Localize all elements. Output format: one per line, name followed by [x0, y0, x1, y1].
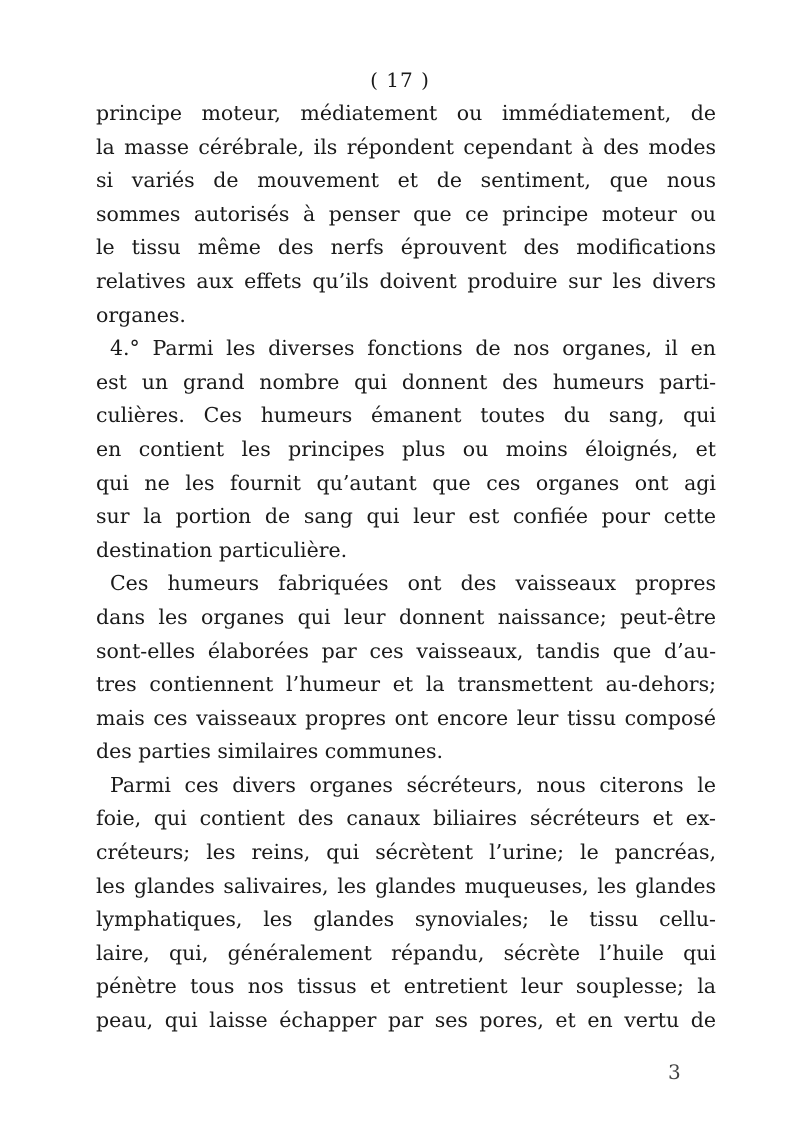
- text-line: sont-elles élaborées par ces vaisseaux, tandis que d’au-: [96, 638, 716, 663]
- text-line: relatives aux effets qu’ils doivent produire sur les divers: [96, 268, 716, 293]
- text-line: foie, qui contient des canaux biliaires sécréteurs et ex-: [96, 806, 716, 831]
- text-line: le tissu même des nerfs éprouvent des modifications: [96, 235, 716, 260]
- text-line: laire, qui, généralement répandu, sécrète l’huile qui: [96, 940, 716, 965]
- text-line: sommes autorisés à penser que ce principe moteur ou: [96, 201, 716, 226]
- text-line: pénètre tous nos tissus et entretient leur souplesse; la: [96, 974, 716, 999]
- text-line: sur la portion de sang qui leur est confiée pour cette: [96, 504, 716, 529]
- text-line: créteurs; les reins, qui sécrètent l’urine; le pancréas,: [96, 840, 716, 865]
- signature-mark: 3: [668, 1060, 681, 1084]
- text-line: Ces humeurs fabriquées ont des vaisseaux propres: [110, 571, 716, 596]
- body-text: [96, 97, 716, 1038]
- text-line: culières. Ces humeurs émanent toutes du sang, qui: [96, 403, 716, 428]
- text-line: des parties similaires communes.: [96, 739, 444, 764]
- text-line: qui ne les fournit qu’autant que ces organes ont agi: [96, 470, 716, 495]
- text-line: lymphatiques, les glandes synoviales; le tissu cellu-: [96, 907, 716, 932]
- text-line: 4.° Parmi les diverses fonctions de nos organes, il en: [110, 336, 716, 361]
- text-line: Parmi ces divers organes sécréteurs, nous citerons le: [110, 772, 716, 797]
- text-line: tres contiennent l’humeur et la transmettent au-dehors;: [96, 672, 716, 697]
- text-line: organes.: [96, 302, 186, 327]
- text-line: destination particulière.: [96, 537, 348, 562]
- text-line: mais ces vaisseaux propres ont encore leur tissu composé: [96, 705, 716, 730]
- text-line: les glandes salivaires, les glandes muqueuses, les glandes: [96, 873, 716, 898]
- text-line: peau, qui laisse échapper par ses pores, et en vertu de: [96, 1008, 716, 1033]
- text-line: dans les organes qui leur donnent naissance; peut-être: [96, 604, 716, 629]
- text-line: la masse cérébrale, ils répondent cependant à des modes: [96, 134, 716, 159]
- text-line: principe moteur, médiatement ou immédiatement, de: [96, 101, 716, 125]
- page-number: ( 17 ): [370, 68, 430, 92]
- text-line: si variés de mouvement et de sentiment, que nous: [96, 168, 716, 193]
- text-line: en contient les principes plus ou moins éloignés, et: [96, 436, 716, 461]
- text-line: est un grand nombre qui donnent des humeurs parti-: [96, 369, 716, 394]
